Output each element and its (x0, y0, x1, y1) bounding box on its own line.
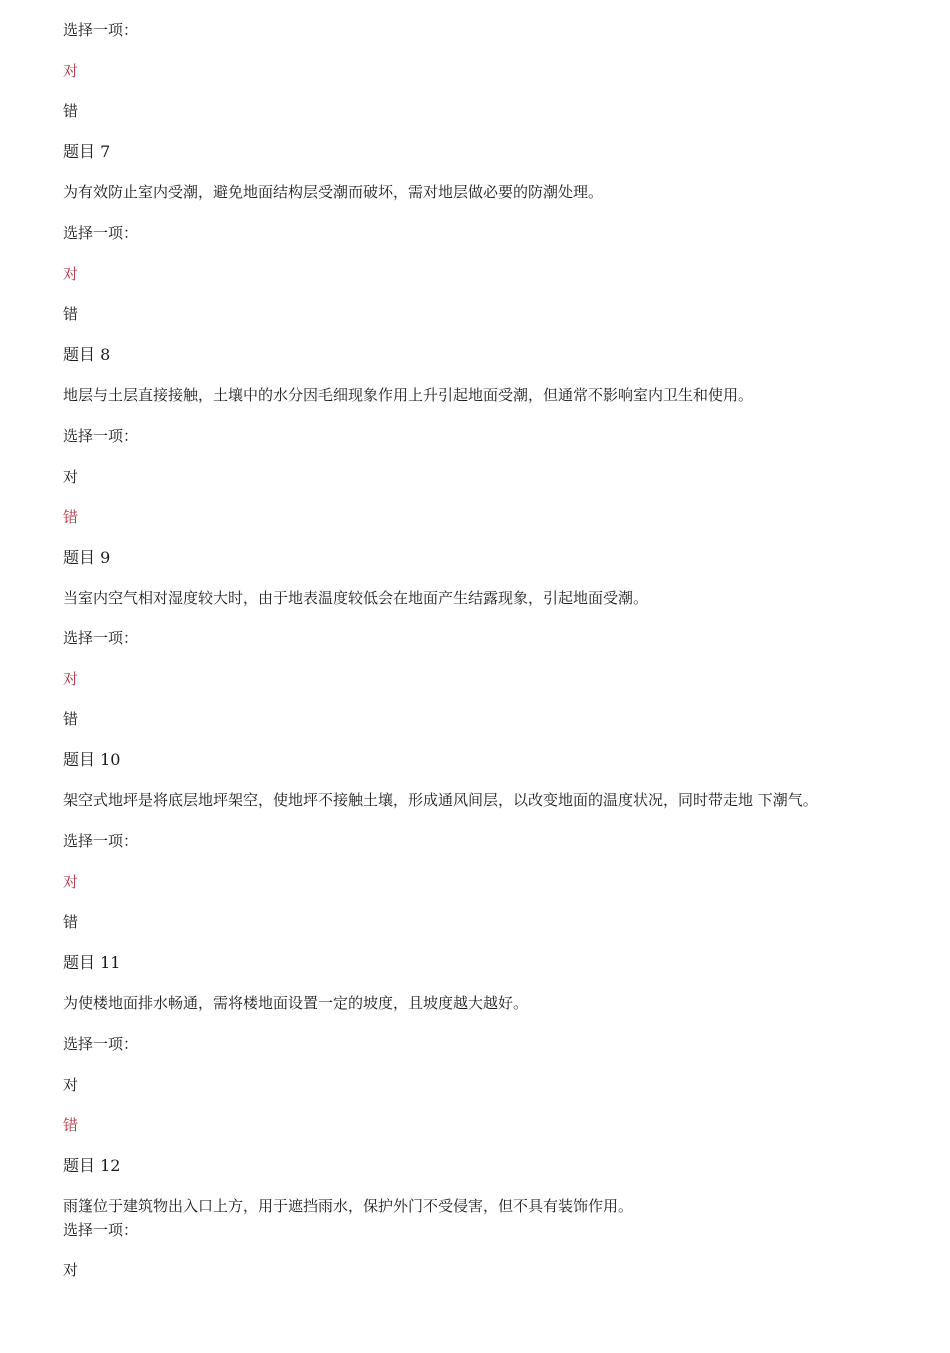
question-10-prompt: 选择一项： (63, 832, 139, 850)
question-8-option-false[interactable]: 错 (63, 508, 79, 526)
question-8-prompt: 选择一项： (63, 427, 139, 445)
question-9-option-true[interactable]: 对 (63, 670, 79, 688)
question-8-text: 地层与土层直接接触，土壤中的水分因毛细现象作用上升引起地面受潮，但通常不影响室内卫生和使用。 (63, 386, 754, 404)
question-7-option-false[interactable]: 错 (63, 305, 79, 323)
question-6-option-true[interactable]: 对 (63, 62, 79, 80)
question-9-option-false[interactable]: 错 (63, 710, 79, 728)
question-10-text: 架空式地坪是将底层地坪架空，使地坪不接触土壤，形成通风间层，以改变地面的温度状况，同时带走地 下潮气。 (63, 791, 818, 809)
question-7-option-true[interactable]: 对 (63, 265, 79, 283)
question-12-text: 雨篷位于建筑物出入口上方，用于遮挡雨水，保护外门不受侵害，但不具有装饰作用。 (63, 1197, 634, 1215)
question-6-option-false[interactable]: 错 (63, 102, 79, 120)
question-8-title: 题目 8 (63, 345, 111, 364)
question-11-option-true[interactable]: 对 (63, 1076, 79, 1094)
question-10-option-true[interactable]: 对 (63, 873, 79, 891)
question-9-text: 当室内空气相对湿度较大时，由于地表温度较低会在地面产生结露现象，引起地面受潮。 (63, 589, 649, 607)
question-12-title: 题目 12 (63, 1156, 121, 1175)
question-10-title: 题目 10 (63, 750, 121, 769)
question-10-option-false[interactable]: 错 (63, 913, 79, 931)
question-11-title: 题目 11 (63, 953, 121, 972)
question-7-prompt: 选择一项： (63, 224, 139, 242)
question-12-option-true[interactable]: 对 (63, 1261, 79, 1279)
question-7-title: 题目 7 (63, 142, 111, 161)
question-11-text: 为使楼地面排水畅通，需将楼地面设置一定的坡度，且坡度越大越好。 (63, 994, 529, 1012)
question-9-prompt: 选择一项： (63, 629, 139, 647)
question-6-prompt: 选择一项： (63, 21, 139, 39)
question-9-title: 题目 9 (63, 548, 111, 567)
question-11-option-false[interactable]: 错 (63, 1116, 79, 1134)
question-11-prompt: 选择一项： (63, 1035, 139, 1053)
question-7-text: 为有效防止室内受潮，避免地面结构层受潮而破坏，需对地层做必要的防潮处理。 (63, 183, 604, 201)
question-8-option-true[interactable]: 对 (63, 468, 79, 486)
question-12-prompt: 选择一项： (63, 1221, 139, 1239)
